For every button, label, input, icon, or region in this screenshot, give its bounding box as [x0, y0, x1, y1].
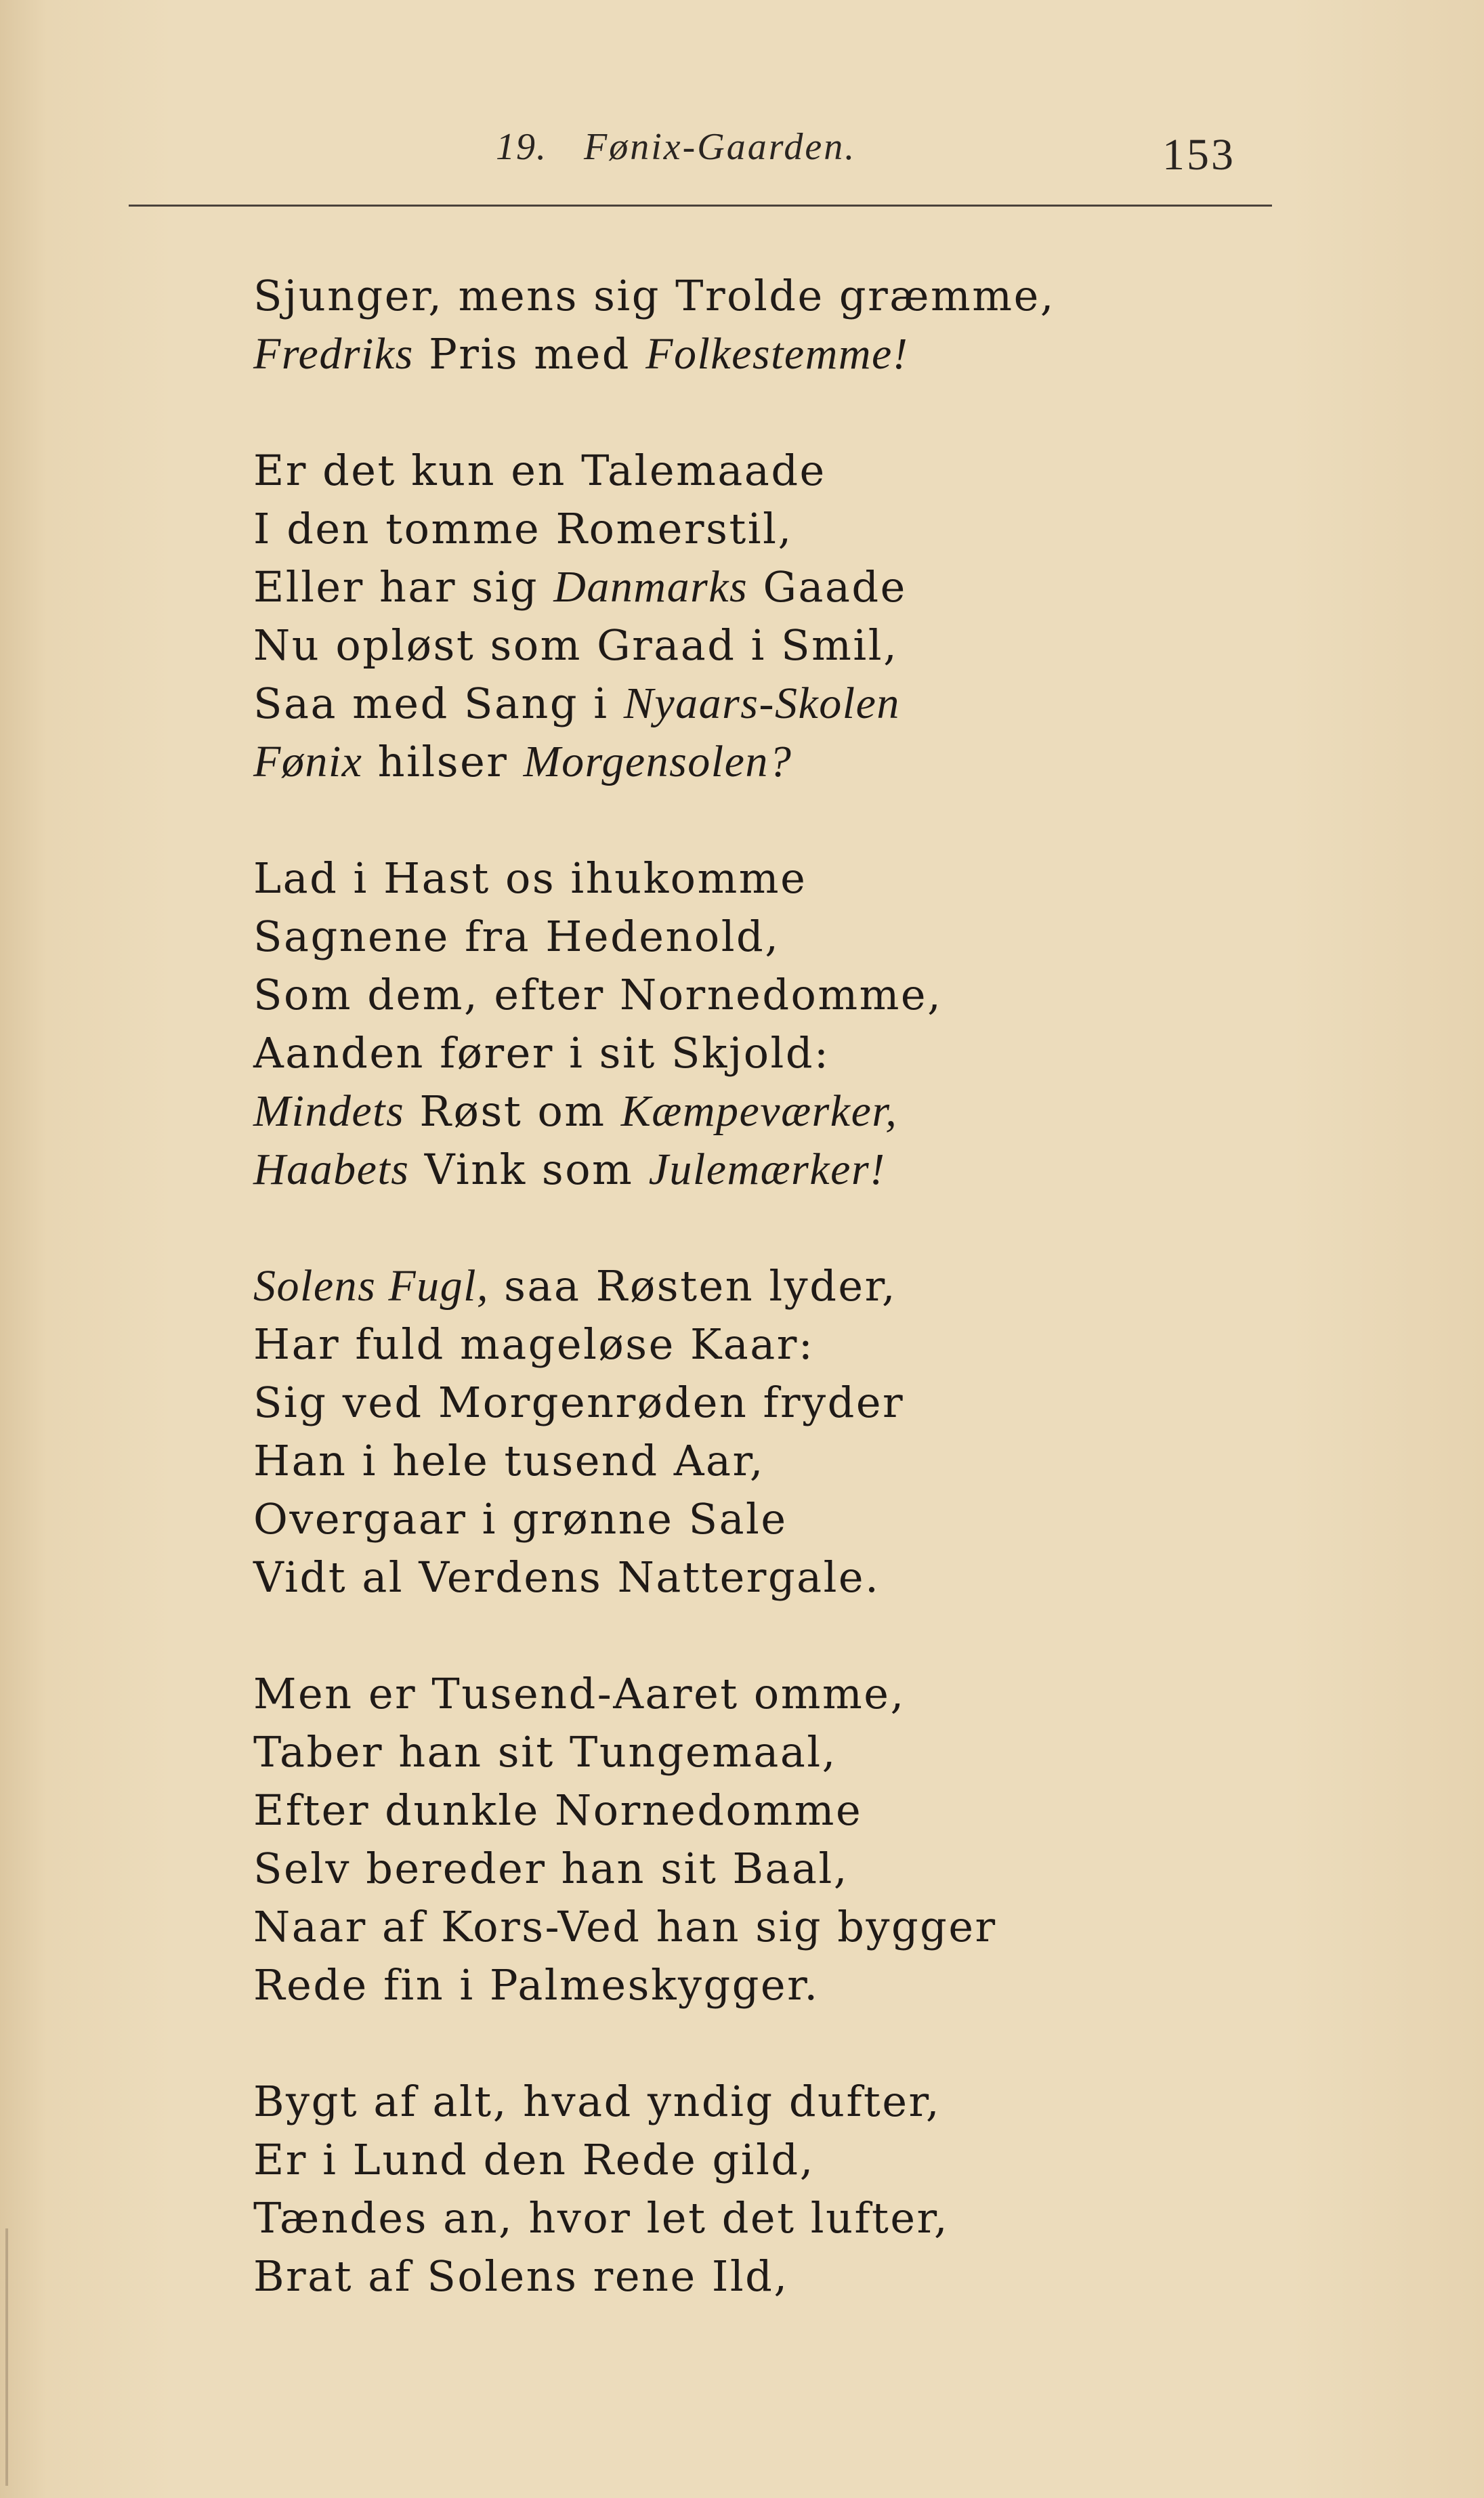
text-segment: Sjunger, mens sig Trolde græmme,	[253, 271, 1055, 320]
stanza	[253, 267, 1418, 383]
text-segment: saa Røsten lyder,	[488, 1261, 897, 1311]
italic-segment: Folkestemme!	[645, 329, 909, 379]
verse-line	[253, 616, 1418, 675]
verse-line	[253, 2247, 1418, 2306]
stanza	[253, 2073, 1418, 2306]
text-segment: Er i Lund den Rede gild,	[253, 2135, 815, 2184]
text-segment: Pris med	[413, 329, 646, 379]
text-segment: Taber han sit Tungemaal,	[253, 1727, 837, 1777]
text-segment: Efter dunkle Nornedomme	[253, 1785, 863, 1835]
text-segment: Gaade	[748, 562, 907, 612]
text-segment: Eller har sig	[253, 562, 554, 612]
verse-line	[253, 675, 1418, 733]
text-segment: I den tomme Romerstil,	[253, 504, 793, 553]
text-segment: Aanden fører i sit Skjold:	[253, 1028, 830, 1078]
verse-line	[253, 1257, 1418, 1315]
text-segment: Overgaar i grønne Sale	[253, 1494, 788, 1544]
verse-line	[253, 733, 1418, 791]
italic-segment: Nyaars-Skolen	[623, 679, 900, 728]
text-segment: Lad i Hast os ihukomme	[253, 853, 807, 903]
verse-line	[253, 1315, 1418, 1374]
verse-line	[253, 558, 1418, 616]
verse-line	[253, 1840, 1418, 1898]
section-number: 19.	[496, 126, 547, 168]
verse-line	[253, 1082, 1418, 1141]
italic-segment: Morgensolen?	[523, 737, 792, 786]
text-segment: Bygt af alt, hvad yndig dufter,	[253, 2077, 941, 2126]
verse-line	[253, 325, 1418, 383]
italic-segment: Fredriks	[253, 329, 414, 379]
text-segment: Sig ved Morgenrøden fryder	[253, 1378, 905, 1427]
italic-segment: Haabets	[253, 1145, 410, 1194]
page-number: 153	[1162, 130, 1235, 179]
text-segment: hilser	[362, 737, 524, 786]
text-segment: Naar af Kors-Ved han sig bygger	[253, 1902, 997, 1951]
text-segment: Er det kun en Talemaade	[253, 446, 826, 495]
italic-segment: Mindets	[253, 1086, 405, 1136]
poem-body	[253, 267, 1418, 2364]
running-head	[0, 125, 1484, 179]
stanza	[253, 442, 1418, 791]
stanza	[253, 1257, 1418, 1607]
section-title: Fønix-Gaarden.	[584, 126, 857, 168]
verse-line	[253, 500, 1418, 558]
text-segment: Tændes an, hvor let det lufter,	[253, 2193, 950, 2243]
verse-line	[253, 2189, 1418, 2247]
text-segment: Røst om	[404, 1086, 621, 1136]
verse-line	[253, 2073, 1418, 2131]
text-segment: Nu opløst som Graad i Smil,	[253, 620, 899, 670]
verse-line	[253, 1956, 1418, 2014]
verse-line	[253, 2131, 1418, 2189]
verse-line	[253, 1490, 1418, 1548]
text-segment: Som dem, efter Nornedomme,	[253, 970, 943, 1019]
gutter-shadow	[5, 2228, 8, 2486]
text-segment: Rede fin i Palmeskygger.	[253, 1960, 820, 2010]
italic-segment: Kæmpeværker,	[620, 1086, 898, 1136]
verse-line	[253, 1548, 1418, 1607]
verse-line	[253, 442, 1418, 500]
text-segment: Vink som	[409, 1145, 649, 1194]
italic-segment: Julemærker!	[648, 1145, 886, 1194]
verse-line	[253, 267, 1418, 325]
stanza	[253, 1665, 1418, 2014]
text-segment: Han i hele tusend Aar,	[253, 1436, 765, 1485]
verse-line	[253, 849, 1418, 908]
verse-line	[253, 1898, 1418, 1956]
italic-segment: Danmarks	[553, 562, 748, 612]
verse-line	[253, 1024, 1418, 1082]
italic-segment: Solens Fugl,	[253, 1261, 489, 1311]
header-rule	[129, 205, 1272, 207]
text-segment: Har fuld mageløse Kaar:	[253, 1319, 815, 1369]
text-segment: Saa med Sang i	[253, 679, 624, 728]
verse-line	[253, 1432, 1418, 1490]
text-segment: Brat af Solens rene Ild,	[253, 2251, 789, 2301]
verse-line	[253, 1781, 1418, 1840]
text-segment: Men er Tusend-Aaret omme,	[253, 1669, 906, 1718]
text-segment: Vidt al Verdens Nattergale.	[253, 1552, 881, 1602]
text-segment: Selv bereder han sit Baal,	[253, 1844, 849, 1893]
verse-line	[253, 908, 1418, 966]
italic-segment: Fønix	[253, 737, 363, 786]
verse-line	[253, 1141, 1418, 1199]
verse-line	[253, 966, 1418, 1024]
verse-line	[253, 1723, 1418, 1781]
verse-line	[253, 1374, 1418, 1432]
stanza	[253, 849, 1418, 1199]
text-segment: Sagnene fra Hedenold,	[253, 912, 780, 961]
verse-line	[253, 1665, 1418, 1723]
